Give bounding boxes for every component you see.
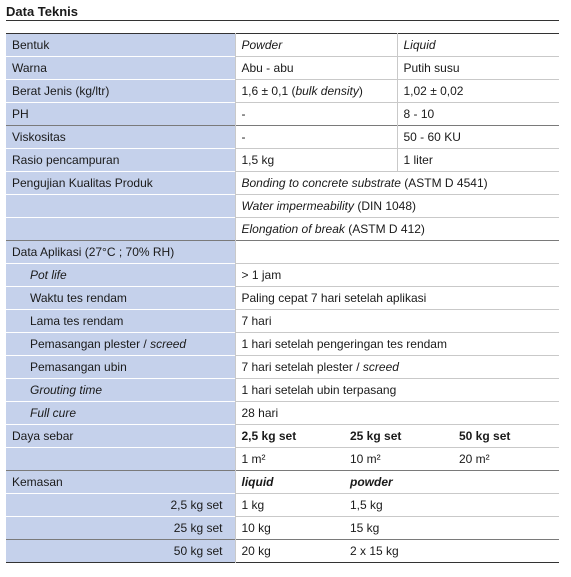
berat-jenis-note: bulk density [295, 84, 359, 98]
value-grouting: 1 hari setelah ubin terpasang [235, 379, 559, 402]
label-pemasangan-ubin: Pemasangan ubin [6, 356, 235, 379]
test-2-standard: (DIN 1048) [353, 199, 417, 213]
bentuk-liquid: Liquid [397, 34, 559, 57]
value-waktu-tes: Paling cepat 7 hari setelah aplikasi [235, 287, 559, 310]
row-pemasangan-plester [6, 333, 559, 356]
daya-sebar-v-rest [344, 448, 559, 471]
kemasan-powder-2: 15 kg [344, 517, 559, 540]
row-kemasan-header [6, 471, 559, 494]
daya-sebar-h-rest [344, 425, 559, 448]
value-pemasangan-ubin-it: screed [362, 360, 399, 374]
berat-jenis-close: ) [358, 84, 363, 98]
value-pemasangan-plester: 1 hari setelah pengeringan tes rendam [235, 333, 559, 356]
daya-sebar-v3: 20 m² [459, 452, 490, 466]
row-bentuk [6, 34, 559, 57]
berat-jenis-powder-value: 1,6 ± 0,1 ( [241, 84, 296, 98]
berat-jenis-liquid: 1,02 ± 0,02 [397, 80, 559, 103]
label-berat-jenis: Berat Jenis (kg/ltr) [6, 80, 235, 103]
label-grouting: Grouting time [6, 379, 235, 402]
page-title: Data Teknis [6, 4, 79, 19]
daya-sebar-h1: 2,5 kg set [235, 425, 344, 448]
ph-powder: - [235, 103, 397, 126]
rasio-powder: 1,5 kg [235, 149, 397, 172]
value-lama-tes: 7 hari [235, 310, 559, 333]
row-kemasan-3 [6, 540, 559, 563]
kemasan-powder-3: 2 x 15 kg [344, 540, 559, 563]
row-pengujian-3 [6, 218, 559, 241]
kemasan-set-2: 25 kg set [6, 517, 235, 540]
kemasan-liquid-3: 20 kg [235, 540, 344, 563]
row-daya-sebar-values [6, 448, 559, 471]
row-berat-jenis [6, 80, 559, 103]
row-pengujian-1 [6, 172, 559, 195]
row-kemasan-2 [6, 517, 559, 540]
daya-sebar-h2: 25 kg set [350, 429, 402, 443]
warna-powder: Abu - abu [235, 57, 397, 80]
row-daya-sebar-header [6, 425, 559, 448]
kemasan-set-1: 2,5 kg set [6, 494, 235, 517]
rasio-liquid: 1 liter [397, 149, 559, 172]
title-divider [6, 20, 559, 21]
ph-liquid: 8 - 10 [397, 103, 559, 126]
row-grouting [6, 379, 559, 402]
row-kemasan-1 [6, 494, 559, 517]
label-full-cure: Full cure [6, 402, 235, 425]
label-daya-sebar: Daya sebar [6, 425, 235, 448]
test-1 [235, 172, 559, 195]
kemasan-liquid-2: 10 kg [235, 517, 344, 540]
bentuk-powder: Powder [235, 34, 397, 57]
row-ph [6, 103, 559, 126]
label-rasio: Rasio pencampuran [6, 149, 235, 172]
label-waktu-tes: Waktu tes rendam [6, 287, 235, 310]
label-pemasangan-plester-main: Pemasangan plester / [30, 337, 151, 351]
warna-liquid: Putih susu [397, 57, 559, 80]
daya-sebar-v2: 10 m² [350, 452, 381, 466]
row-pengujian-2 [6, 195, 559, 218]
row-rasio [6, 149, 559, 172]
kemasan-powder-1: 1,5 kg [344, 494, 559, 517]
daya-sebar-h3: 50 kg set [459, 429, 511, 443]
viskositas-liquid: 50 - 60 KU [397, 126, 559, 149]
row-aplikasi-header [6, 241, 559, 264]
label-pemasangan-plester [6, 333, 235, 356]
test-2-name: Water impermeability [241, 199, 354, 213]
label-bentuk: Bentuk [6, 34, 235, 57]
kemasan-col-powder: powder [344, 471, 559, 494]
test-3-name: Elongation of break [241, 222, 345, 236]
label-pot-life: Pot life [6, 264, 235, 287]
label-pemasangan-plester-it: screed [150, 337, 187, 351]
kemasan-col-liquid: liquid [235, 471, 344, 494]
kemasan-set-3: 50 kg set [6, 540, 235, 563]
value-pot-life: > 1 jam [235, 264, 559, 287]
label-warna: Warna [6, 57, 235, 80]
kemasan-liquid-1: 1 kg [235, 494, 344, 517]
technical-data-table [6, 33, 559, 563]
test-3 [235, 218, 559, 241]
row-warna [6, 57, 559, 80]
row-viskositas [6, 126, 559, 149]
label-ph: PH [6, 103, 235, 126]
row-full-cure [6, 402, 559, 425]
value-full-cure: 28 hari [235, 402, 559, 425]
row-pemasangan-ubin [6, 356, 559, 379]
row-lama-tes [6, 310, 559, 333]
label-aplikasi: Data Aplikasi (27°C ; 70% RH) [6, 241, 235, 264]
test-2 [235, 195, 559, 218]
label-pengujian: Pengujian Kualitas Produk [6, 172, 235, 195]
row-waktu-tes [6, 287, 559, 310]
row-pot-life [6, 264, 559, 287]
test-1-name: Bonding to concrete substrate [241, 176, 401, 190]
daya-sebar-v1: 1 m² [235, 448, 344, 471]
label-kemasan: Kemasan [6, 471, 235, 494]
test-1-standard: (ASTM D 4541) [400, 176, 488, 190]
berat-jenis-powder [235, 80, 397, 103]
test-3-standard: (ASTM D 412) [344, 222, 425, 236]
label-lama-tes: Lama tes rendam [6, 310, 235, 333]
viskositas-powder: - [235, 126, 397, 149]
value-pemasangan-ubin-main: 7 hari setelah plester / [241, 360, 363, 374]
label-viskositas: Viskositas [6, 126, 235, 149]
value-pemasangan-ubin [235, 356, 559, 379]
